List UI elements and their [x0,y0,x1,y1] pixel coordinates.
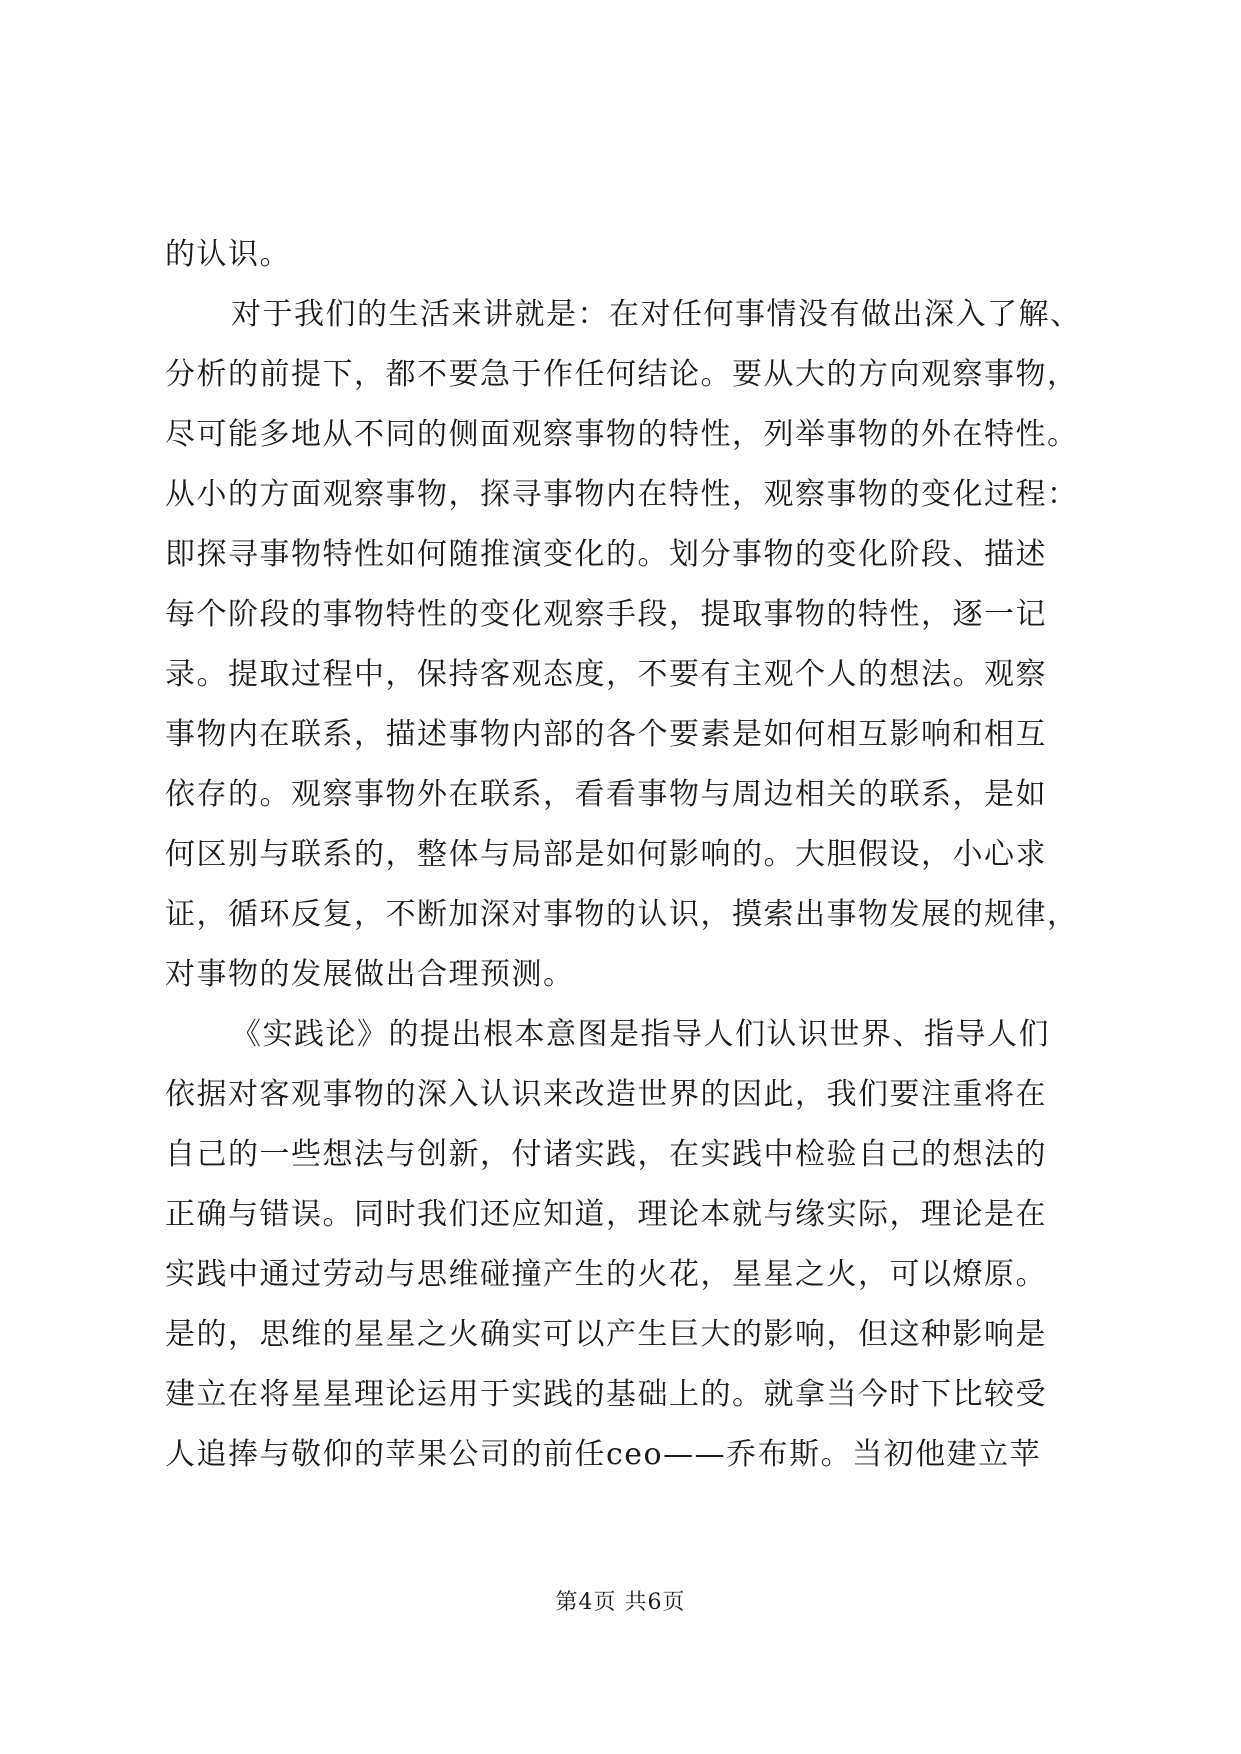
paragraph-start-line: 《实践论》的提出根本意图是指导人们认识世界、指导人们 [231,1017,1050,1052]
text-line: 证，循环反复，不断加深对事物的认识，摸索出事物发展的规律， [165,897,1079,932]
text-line: 建立在将星星理论运用于实践的基础上的。就拿当今时下比较受 [165,1377,1047,1412]
text-line: 对事物的发展做出合理预测。 [165,957,575,992]
text-line: 依存的。观察事物外在联系，看看事物与周边相关的联系，是如 [165,777,1047,812]
body-text [165,225,1110,1485]
text-line: 实践中通过劳动与思维碰撞产生的火花，星星之火，可以燎原。 [165,1257,1047,1292]
text-line: 的认识。 [165,237,291,272]
text-line: 人追捧与敬仰的苹果公司的前任ceo——乔布斯。当初他建立苹 [165,1437,1042,1472]
text-line: 是的，思维的星星之火确实可以产生巨大的影响，但这种影响是 [165,1317,1047,1352]
text-line: 正确与错误。同时我们还应知道，理论本就与缘实际，理论是在 [165,1197,1047,1232]
text-line: 录。提取过程中，保持客观态度，不要有主观个人的想法。观察 [165,657,1047,692]
text-line: 依据对客观事物的深入认识来改造世界的因此，我们要注重将在 [165,1077,1047,1112]
text-line: 事物内在联系，描述事物内部的各个要素是如何相互影响和相互 [165,717,1047,752]
text-line: 尽可能多地从不同的侧面观察事物的特性，列举事物的外在特性。 [165,417,1079,452]
page-number-footer: 第4页 共6页 [555,1590,686,1615]
paragraph-start-line: 对于我们的生活来讲就是：在对任何事情没有做出深入了解、 [231,297,1082,332]
text-line: 每个阶段的事物特性的变化观察手段，提取事物的特性，逐一记 [165,597,1047,632]
text-line: 何区别与联系的，整体与局部是如何影响的。大胆假设，小心求 [165,837,1047,872]
text-line: 自己的一些想法与创新，付诸实践，在实践中检验自己的想法的 [165,1137,1047,1172]
text-line: 从小的方面观察事物，探寻事物内在特性，观察事物的变化过程： [165,477,1079,512]
text-line: 分析的前提下，都不要急于作任何结论。要从大的方向观察事物， [165,357,1079,392]
text-line: 即探寻事物特性如何随推演变化的。划分事物的变化阶段、描述 [165,537,1047,572]
